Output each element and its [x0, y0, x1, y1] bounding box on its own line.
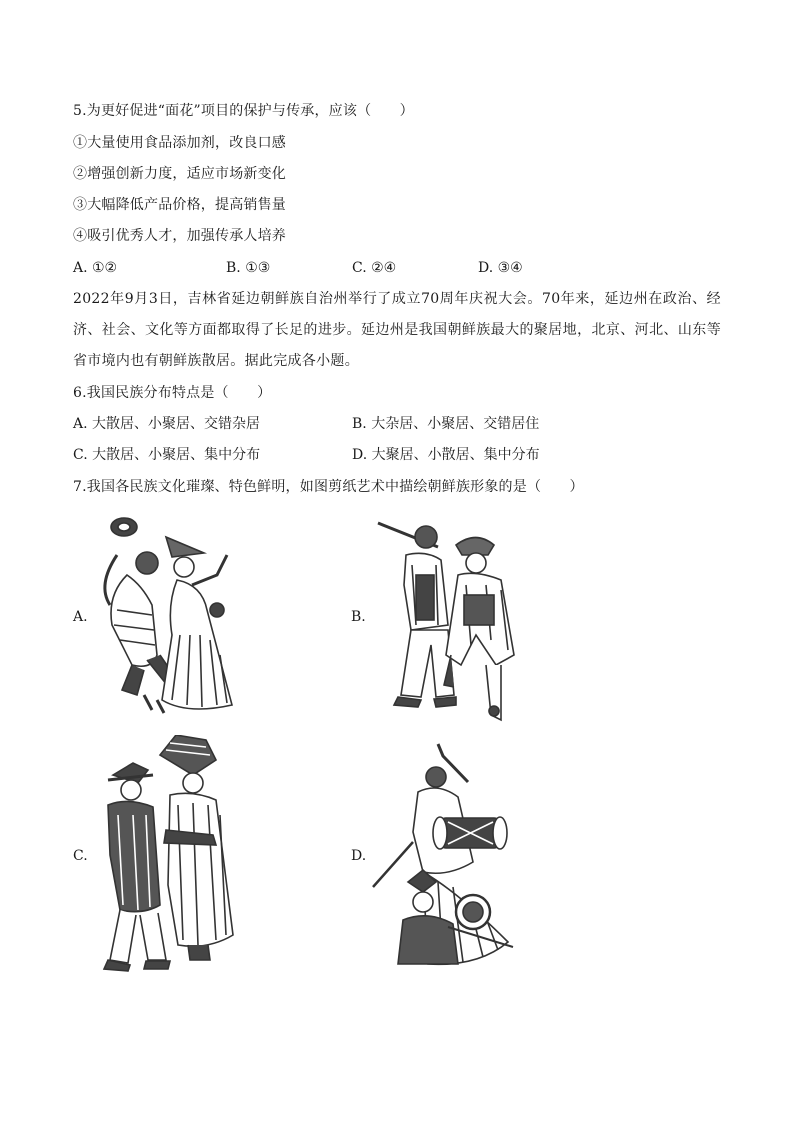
q7-image-a-label[interactable]: A. — [73, 609, 88, 625]
q5-item-1: ①大量使用食品添加剂，改良口感 — [73, 135, 286, 151]
q5-item-3: ③大幅降低产品价格，提高销售量 — [73, 197, 286, 213]
papercut-dancers-image-a[interactable] — [92, 515, 242, 720]
q5-item-4: ④吸引优秀人才，加强传承人培养 — [73, 228, 286, 244]
q5-option-a[interactable]: A. ①② — [73, 260, 118, 276]
q7-image-d-label[interactable]: D. — [351, 848, 367, 864]
q6-option-d[interactable]: D. 大聚居、小散居、集中分布 — [352, 447, 540, 463]
q6-stem: 6.我国民族分布特点是（ ） — [73, 385, 272, 401]
q5-option-d[interactable]: D. ③④ — [478, 260, 523, 276]
q7-stem: 7.我国各民族文化璀璨、特色鲜明，如图剪纸艺术中描绘朝鲜族形象的是（ ） — [73, 479, 584, 495]
q7-image-c-label[interactable]: C. — [73, 848, 88, 864]
papercut-flute-image-b[interactable] — [376, 515, 526, 725]
q5-option-c[interactable]: C. ②④ — [352, 260, 397, 276]
q6-option-a[interactable]: A. 大散居、小聚居、交错杂居 — [73, 416, 261, 432]
q6-option-c[interactable]: C. 大散居、小聚居、集中分布 — [73, 447, 261, 463]
material-paragraph: 2022年9月3日，吉林省延边朝鲜族自治州举行了成立70周年庆祝大会。70年来，延边州在政治、经济、社会、文化等方面都取得了长足的进步。延边州是我国朝鲜族最大的聚居地，北京、河北、山东等省市境内也有朝鲜族散居。据此完成各小题。 — [73, 291, 721, 369]
q5-option-b[interactable]: B. ①③ — [226, 260, 271, 276]
papercut-couple-image-c[interactable] — [98, 735, 243, 975]
q6-option-b[interactable]: B. 大杂居、小聚居、交错居住 — [352, 416, 540, 432]
q7-image-b-label[interactable]: B. — [351, 609, 366, 625]
q5-stem: 5.为更好促进“面花”项目的保护与传承，应该（ ） — [73, 103, 414, 119]
q5-item-2: ②增强创新力度，适应市场新变化 — [73, 166, 286, 182]
papercut-drum-image-d[interactable] — [368, 742, 518, 970]
